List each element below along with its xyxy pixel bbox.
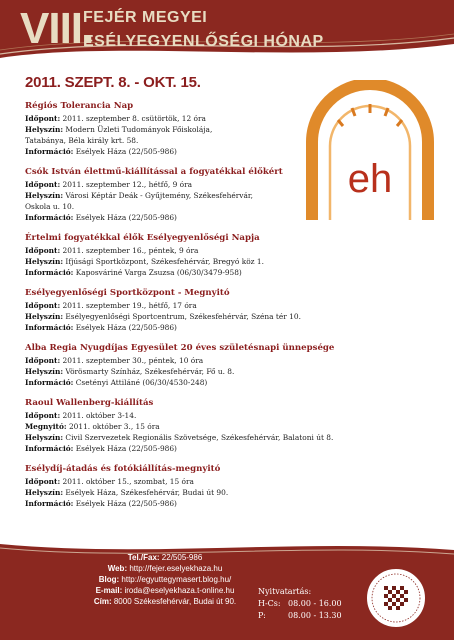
contact-address: Cím: 8000 Székesfehérvár, Budai út 90. [93,597,237,606]
event-line: Információ: Esélyek Háza (22/505-986) [25,323,177,332]
header-title-line2: ESÉLYEGYENLŐSÉGI HÓNAP [83,33,324,50]
header-title-line1: FEJÉR MEGYEI [83,9,208,26]
contact-email[interactable]: E-mail: iroda@eselyekhaza.t-online.hu [95,586,235,595]
organization-seal-icon [364,566,428,630]
event-title: Esélydíj-átadás és fotókiállítás-megnyitó [25,464,221,474]
event-line: Információ: Csetényi Attiláné (06/30/4530-248) [25,378,208,387]
event-line: Helyszín: Városi Képtár Deák - Gyűjtemény, Székesfehérvár, [25,191,253,200]
event-line: Információ: Esélyek Háza (22/505-986) [25,213,177,222]
event-line: Információ: Kaposváriné Varga Zsuzsa (06/30/3479-958) [25,268,242,277]
contact-web[interactable]: Web: http://fejer.eselyekhaza.hu [107,564,223,573]
event-line: Információ: Esélyek Háza (22/505-986) [25,147,177,156]
event-item [25,342,435,388]
opening-hours [258,586,342,622]
event-item [25,397,435,454]
event-line: Helyszín: Esélyegyenlőségi Sportcentrum, Székesfehérvár, Széna tér 10. [25,312,301,321]
event-line: Időpont: 2011. szeptember 12., hétfő, 9 óra [25,180,193,189]
event-title: Esélyegyenlőségi Sportközpont - Megnyitó [25,288,230,298]
event-line: Helyszín: Esélyek Háza, Székesfehérvár, Budai út 90. [25,488,229,497]
hours-title: Nyitvatartás: [258,587,312,596]
event-line: Időpont: 2011. szeptember 19., hétfő, 17 óra [25,301,197,310]
edition-number: VIII. [20,4,94,53]
date-range: 2011. SZEPT. 8. - OKT. 15. [25,74,201,91]
event-line: Tatabánya, Béla király krt. 58. [25,136,139,145]
contact-info [70,552,260,607]
event-item [25,287,435,333]
event-title: Raoul Wallenberg-kiállítás [25,398,154,408]
event-line: Időpont: 2011. szeptember 8. csütörtök, 12 óra [25,114,206,123]
event-line: Helyszín: Modern Üzleti Tudományok Főiskolája, [25,125,213,134]
event-item [25,232,435,278]
event-line: Információ: Esélyek Háza (22/505-986) [25,444,177,453]
event-line: Megnyitó: 2011. október 3., 15 óra [25,422,160,431]
event-title: Értelmi fogyatékkal élők Esélyegyenlőségi Napja [25,233,260,243]
event-line: Helyszín: Civil Szervezetek Regionális Szövetsége, Székesfehérvár, Balatoni út 8. [25,433,334,442]
logo-text: eh [347,157,393,201]
event-line: Időpont: 2011. szeptember 30., péntek, 10 óra [25,356,204,365]
event-title: Alba Regia Nyugdíjas Egyesület 20 éves születésnapi ünnepsége [25,343,335,353]
event-line: Információ: Esélyek Háza (22/505-986) [25,499,177,508]
header-banner [0,0,454,60]
event-line: Időpont: 2011. október 15., szombat, 15 óra [25,477,194,486]
event-line: Időpont: 2011. október 3-14. [25,411,137,420]
eselyek-haza-logo [300,80,440,230]
event-line: Időpont: 2011. szeptember 16., péntek, 9 óra [25,246,199,255]
hours-row: P: 08.00 - 13.30 [258,611,342,620]
event-line: Oskola u. 10. [25,202,75,211]
contact-blog[interactable]: Blog: http://egyuttegymasert.blog.hu/ [98,575,232,584]
event-item [25,463,435,509]
event-title: Csók István élettmű-kiállítással a fogyatékkal élőkért [25,167,283,177]
contact-phone: Tel./Fax: 22/505-986 [127,553,203,562]
hours-row: H-Cs: 08.00 - 16.00 [258,599,342,608]
event-title: Régiós Tolerancia Nap [25,101,134,111]
event-line: Helyszín: Ifjúsági Sportközpont, Székesfehérvár, Bregyó köz 1. [25,257,264,266]
footer-banner [0,540,454,640]
event-line: Helyszín: Vörösmarty Színház, Székesfehérvár, Fő u. 8. [25,367,235,376]
